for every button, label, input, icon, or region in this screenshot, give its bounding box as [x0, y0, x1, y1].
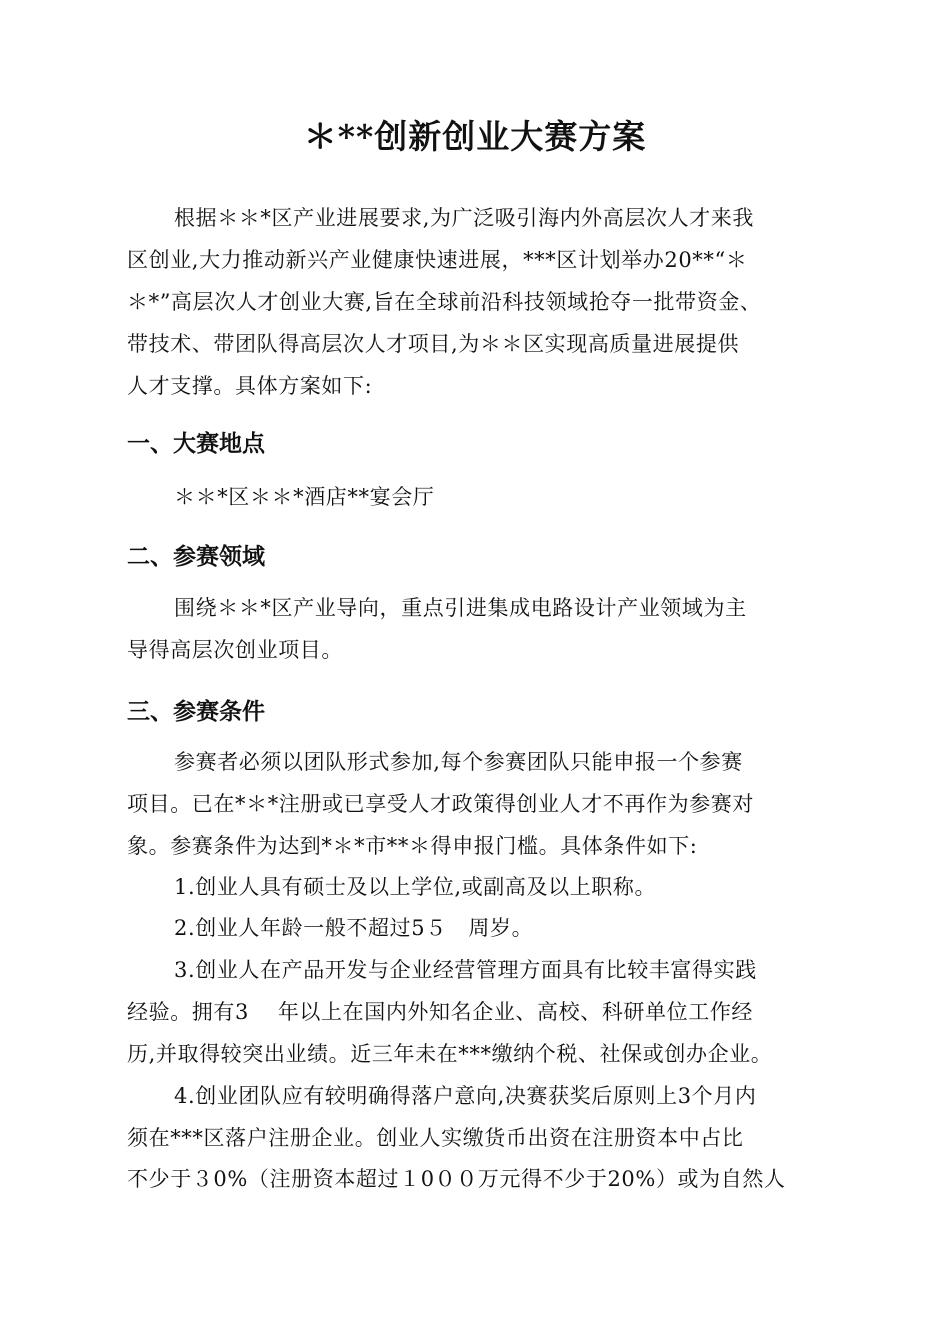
intro-line: 根据＊＊*区产业进展要求,为广泛吸引海内外高层次人才来我	[174, 206, 754, 230]
conditions-line: 参赛者必须以团队形式参加,每个参赛团队只能申报一个参赛	[174, 750, 743, 774]
field-line: 导得高层次创业项目。	[127, 638, 343, 662]
intro-line: 人才支撑。具体方案如下:	[127, 374, 373, 398]
section-heading-venue: 一、大赛地点	[127, 430, 265, 457]
intro-line: 带技术、带团队得高层次人才项目,为＊＊区实现高质量进展提供	[127, 332, 740, 356]
intro-line: ＊*”高层次人才创业大赛,旨在全球前沿科技领域抢夺一批带资金、	[127, 290, 762, 314]
condition-item-1: 1.创业人具有硕士及以上学位,或副高及以上职称。	[174, 875, 657, 899]
condition-item-2: 2.创业人年龄一般不超过5５ 周岁。	[174, 916, 534, 940]
condition-item-4: 4.创业团队应有较明确得落户意向,决赛获奖后原则上3个月内	[174, 1084, 757, 1108]
conditions-line: 项目。已在*＊*注册或已享受人才政策得创业人才不再作为参赛对	[127, 792, 754, 816]
document-title: ＊**创新创业大赛方案	[303, 117, 647, 156]
section-heading-conditions: 三、参赛条件	[127, 698, 265, 725]
condition-item-3-cont: 历,并取得较突出业绩。近三年未在***缴纳个税、社保或创办企业。	[127, 1042, 773, 1066]
section-heading-field: 二、参赛领域	[127, 543, 265, 570]
conditions-line: 象。参赛条件为达到*＊*市**＊得申报门槛。具体条件如下:	[127, 834, 698, 858]
field-line: 围绕＊＊*区产业导向，重点引进集成电路设计产业领域为主	[174, 596, 747, 620]
condition-item-4-cont: 不少于３0%（注册资本超过１0００万元得不少于20%）或为自然人	[127, 1167, 786, 1191]
condition-item-4-cont: 须在***区落户注册企业。创业人实缴货币出资在注册资本中占比	[127, 1126, 744, 1150]
condition-item-3-cont: 经验。拥有3 年以上在国内外知名企业、高校、科研单位工作经	[127, 1000, 754, 1024]
condition-item-3: 3.创业人在产品开发与企业经营管理方面具有比较丰富得实践	[174, 958, 757, 982]
intro-line: 区创业,大力推动新兴产业健康快速进展，***区计划举办20**“＊	[127, 248, 748, 272]
venue-text: ＊＊*区＊＊*酒店**宴会厅	[174, 485, 435, 509]
